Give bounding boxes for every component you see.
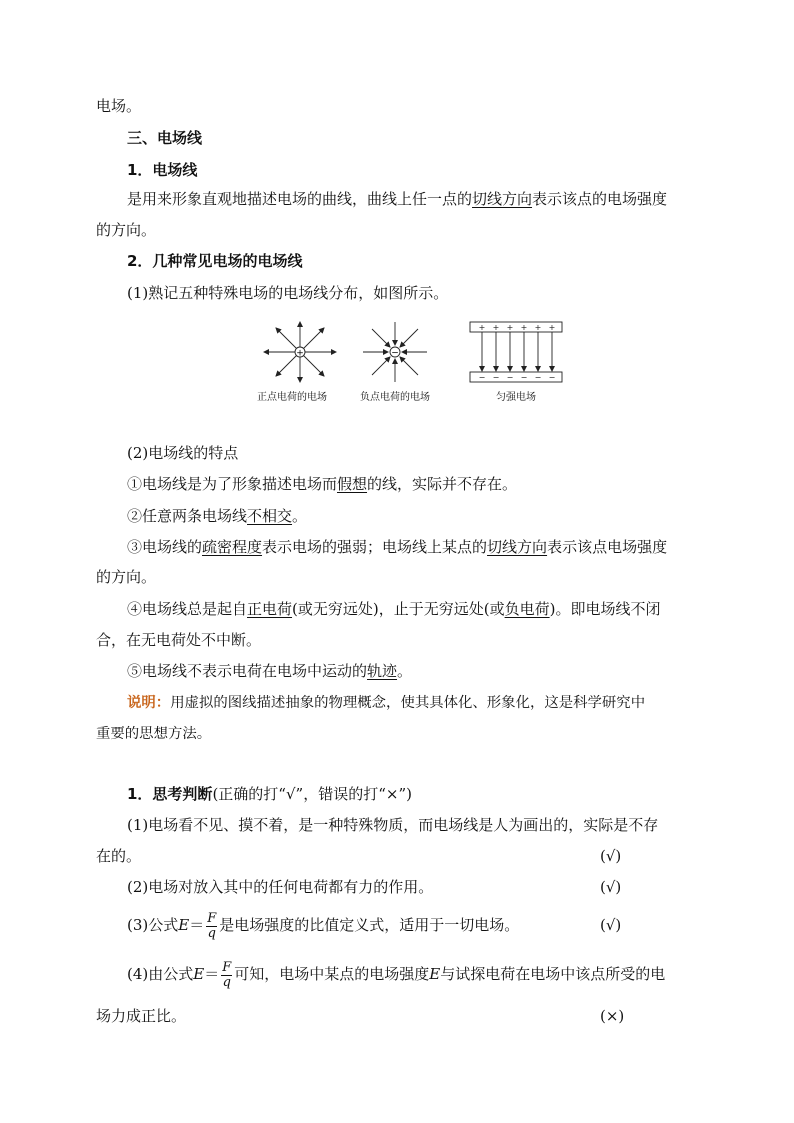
figure-caption: 负点电荷的电场 xyxy=(360,392,430,403)
definition-line-2: 的方向。 xyxy=(96,221,157,239)
feature-item-2 xyxy=(127,506,307,526)
plate-minus-sign: − xyxy=(492,373,500,382)
text-span: 用虚拟的图线描述抽象的物理概念，使其具体化、形象化，这是科学研究中 xyxy=(170,695,646,711)
underlined-term: 切线方向 xyxy=(487,538,548,556)
feature-item-4 xyxy=(127,599,660,619)
plate-minus-sign: − xyxy=(548,373,556,382)
text-span: ②任意两条电场线 xyxy=(127,507,248,525)
definition-line-1 xyxy=(127,189,667,209)
question-3 xyxy=(127,908,519,942)
fraction xyxy=(206,912,217,941)
features-title: (2)电场线的特点 xyxy=(127,444,239,462)
plate-minus-sign: − xyxy=(506,373,514,382)
text-span: ⑤电场线不表示电荷在电场中运动的 xyxy=(127,662,368,680)
math-var: E xyxy=(193,965,205,983)
underlined-term: 切线方向 xyxy=(472,190,533,208)
question-4-cont: 场力成正比。 xyxy=(96,1007,187,1025)
negative-sign: − xyxy=(391,348,399,359)
plate-plus-sign: + xyxy=(520,323,528,332)
subsection-title-2: 2．几种常见电场的电场线 xyxy=(127,252,303,270)
field-lines-figure xyxy=(250,318,580,390)
answer-mark: (√) xyxy=(600,916,622,934)
feature-item-3 xyxy=(127,537,667,557)
text-span: 表示该点电场强度 xyxy=(547,538,668,556)
positive-sign: + xyxy=(296,348,304,359)
fraction-denominator: q xyxy=(222,974,231,990)
underlined-term: 假想 xyxy=(337,475,368,493)
answer-mark: (×) xyxy=(600,1007,625,1025)
text-span: 是电场强度的比值定义式，适用于一切电场。 xyxy=(219,916,520,934)
question-4 xyxy=(127,957,665,991)
text-span: ③电场线的 xyxy=(127,538,203,556)
fraction xyxy=(221,961,232,990)
plate-plus-sign: + xyxy=(492,323,500,332)
fraction-denominator: q xyxy=(207,925,216,941)
text-span: 的线，实际并不存在。 xyxy=(367,475,518,493)
figure-caption: 匀强电场 xyxy=(496,392,536,403)
feature-item-3-cont: 的方向。 xyxy=(96,568,157,586)
text-span: 。 xyxy=(292,507,308,525)
underlined-term: 疏密程度 xyxy=(202,538,263,556)
section-heading: 三、电场线 xyxy=(127,129,203,147)
plate-plus-sign: + xyxy=(506,323,514,332)
question-1-line-1: (1)电场看不见、摸不着，是一种特殊物质，而电场线是人为画出的，实际是不存 xyxy=(127,816,659,834)
text-span: 表示该点的电场强度 xyxy=(532,190,668,208)
text-span: 与试探电荷在电场中该点所受的电 xyxy=(440,965,666,983)
question-1-line-2: 在的。 xyxy=(96,847,142,865)
underlined-term: 正电荷 xyxy=(247,600,293,618)
math-var: E xyxy=(429,965,441,983)
text-span: 表示电场的强弱；电场线上某点的 xyxy=(262,538,488,556)
figure-caption: 正点电荷的电场 xyxy=(257,392,327,403)
subsection-title-1: 1．电场线 xyxy=(127,161,198,179)
text-span: (正确的打“√”，错误的打“×”) xyxy=(212,785,412,803)
text-span: (3)公式 xyxy=(127,916,179,934)
question-2: (2)电场对放入其中的任何电荷都有力的作用。 xyxy=(127,878,434,896)
feature-item-4-cont: 合，在无电荷处不中断。 xyxy=(96,631,262,649)
text-span: 可知，电场中某点的电场强度 xyxy=(234,965,430,983)
text-span: (4)由公式 xyxy=(127,965,194,983)
underlined-term: 不相交 xyxy=(247,507,293,525)
figure-intro: (1)熟记五种特殊电场的电场线分布，如图所示。 xyxy=(127,284,449,302)
answer-mark: (√) xyxy=(600,878,622,896)
underlined-term: 负电荷 xyxy=(504,600,550,618)
math-op: ＝ xyxy=(204,965,220,983)
text-span: 。 xyxy=(397,662,413,680)
feature-item-5 xyxy=(127,661,412,681)
text-span: )。即电场线不闭 xyxy=(549,600,661,618)
feature-item-1 xyxy=(127,474,517,494)
plate-plus-sign: + xyxy=(548,323,556,332)
exercise-title xyxy=(127,784,412,804)
text-span: ④电场线总是起自 xyxy=(127,600,248,618)
fraction-numerator: F xyxy=(207,910,217,926)
plate-plus-sign: + xyxy=(478,323,486,332)
text-span: ①电场线是为了形象描述电场而 xyxy=(127,475,338,493)
note-line-1 xyxy=(127,693,645,713)
fraction-numerator: F xyxy=(222,959,232,975)
note-line-2: 重要的思想方法。 xyxy=(96,726,212,742)
text-span: (或无穷远处)，止于无穷远处(或 xyxy=(292,600,505,618)
plate-minus-sign: − xyxy=(478,373,486,382)
note-label: 说明： xyxy=(127,695,171,711)
continued-text: 电场。 xyxy=(96,97,142,115)
exercise-title-bold: 1．思考判断 xyxy=(127,785,213,803)
math-op: ＝ xyxy=(189,916,205,934)
answer-mark: (√) xyxy=(600,847,622,865)
text-span: 是用来形象直观地描述电场的曲线，曲线上任一点的 xyxy=(127,190,473,208)
math-var: E xyxy=(178,916,190,934)
plate-minus-sign: − xyxy=(534,373,542,382)
plate-plus-sign: + xyxy=(534,323,542,332)
underlined-term: 轨迹 xyxy=(367,662,398,680)
plate-minus-sign: − xyxy=(520,373,528,382)
